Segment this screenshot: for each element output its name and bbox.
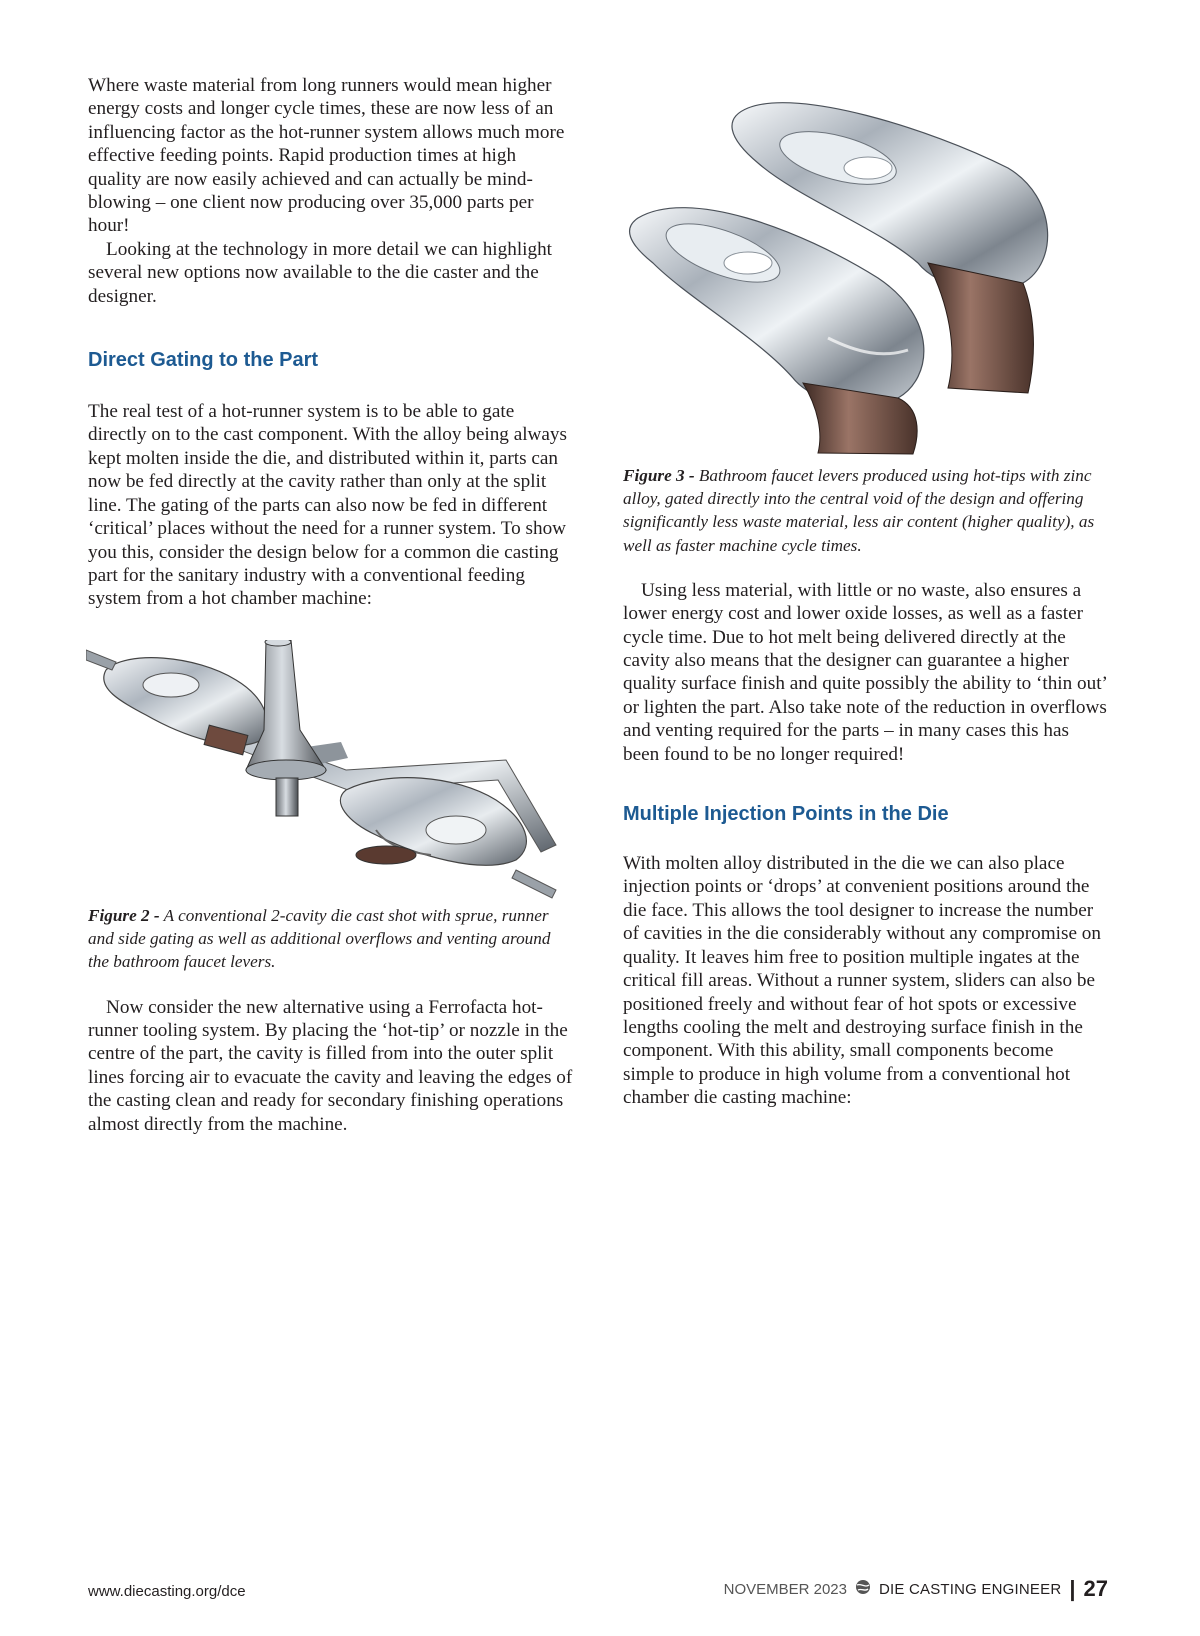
figure-3-label: Figure 3 - [623, 466, 695, 485]
figure-3-image [628, 88, 1110, 460]
figure-2-label: Figure 2 - [88, 906, 160, 925]
figure-3-caption-text: Bathroom faucet levers produced using hot-tips with zinc alloy, gated directly into the central void of the design and offering significantly less waste material, less air content (higher quality), as well as faster machine cycle times. [623, 466, 1095, 555]
footer-url: www.diecasting.org/dce [88, 1583, 246, 1600]
die-cast-shot-illustration [86, 640, 578, 932]
heading-direct-gating: Direct Gating to the Part [88, 349, 319, 372]
page-number: 27 [1083, 1576, 1108, 1601]
footer-masthead [724, 1578, 1108, 1600]
figure-2-image [86, 640, 578, 932]
globe-logo-icon [855, 1579, 871, 1599]
paragraph-ferrofacta: Now consider the new alternative using a Ferrofacta hot-runner tooling system. By placing the ‘hot-tip’ or nozzle in the centre of the part, the cavity is filled from into the outer split lines forcing air to evacuate the cavity and leaving the edges of the casting clean and ready for secondary finishing operations almost directly from the machine. [88, 996, 573, 1135]
figure-2-caption-block [88, 904, 573, 1136]
heading-multiple-injection: Multiple Injection Points in the Die [623, 803, 949, 826]
paragraph-runners: Where waste material from long runners would mean higher energy costs and longer cycle times, these are now less of an influencing factor as the hot-runner system allows much more effective feeding points. Rapid production times at high quality are now easily achieved and can actually be mind-blowing – one client now producing over 35,000 parts per hour! [88, 75, 565, 237]
paragraph-less-material: Using less material, with little or no waste, also ensures a lower energy cost and lower oxide losses, as well as a faster cycle time. Due to hot melt being delivered directly at the cavity also means that the designer can guarantee a higher quality surface finish and quite possibly the ability to ‘thin out’ or lighten the part. Also take note of the reduction in overflows and venting required for the parts – in many cases this has been found to be no longer required! [623, 579, 1107, 765]
figure-3-caption [623, 464, 1108, 557]
faucet-levers-illustration [628, 88, 1110, 460]
footer-date: NOVEMBER 2023 [723, 1580, 847, 1598]
figure-2-caption-text: A conventional 2-cavity die cast shot with sprue, runner and side gating as well as additional overflows and venting around the bathroom faucet levers. [88, 906, 551, 972]
right-column [623, 464, 1108, 1110]
footer-separator: | [1069, 1576, 1076, 1601]
figure-2-caption [88, 904, 573, 974]
paragraph-multiple-injection: With molten alloy distributed in the die we can also place injection points or ‘drops’ at convenient positions around the die face. This allows the tool designer to increase the number of cavities in the die considerably without any compromise on quality. It leaves him free to position multiple ingates at the critical fill areas. Without a runner system, sliders can also be positioned freely and without fear of hot spots or excessive lengths cooling the melt and destroying surface finish in the component. With this ability, small components become simple to produce in high volume from a conventional hot chamber die casting machine: [623, 853, 1101, 1109]
left-column [88, 74, 573, 611]
paragraph-technology: Looking at the technology in more detail we can highlight several new options now available to the die caster and the designer. [88, 238, 552, 307]
footer-magazine: DIE CASTING ENGINEER [879, 1580, 1062, 1598]
paragraph-direct-gating: The real test of a hot-runner system is to be able to gate directly on to the cast component. With the alloy being always kept molten inside the die, and distributed within it, parts can now be fed directly at the cavity rather than only at the split line. The gating of the parts can also now be fed in different ‘critical’ places without the need for a runner system. To show you this, consider the design below for a common die casting part for the sanitary industry with a conventional feeding system from a hot chamber machine: [88, 401, 567, 610]
